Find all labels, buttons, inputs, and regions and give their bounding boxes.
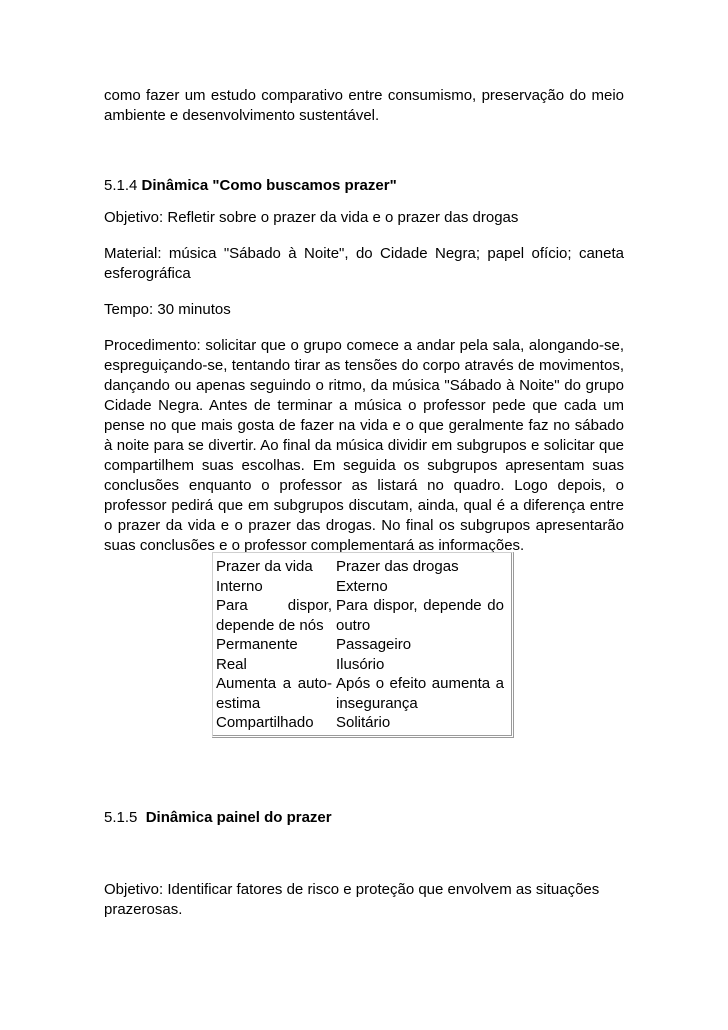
objetivo-515-paragraph: Objetivo: Identificar fatores de risco e proteção que envolvem as situações prazerosas. <box>104 881 600 918</box>
section-5-1-4-heading <box>104 176 624 196</box>
table-cell: Externo <box>336 577 388 595</box>
table-row <box>216 635 504 655</box>
table-cell: Solitário <box>336 714 391 731</box>
section-5-1-5-number: 5.1.5 <box>104 809 138 826</box>
table-cell: Para dispor, depende de nós <box>216 597 332 634</box>
table-cell: Passageiro <box>336 636 412 653</box>
table-row <box>216 596 504 635</box>
table-cell: Para dispor, depende do outro <box>336 597 504 634</box>
table-cell: Permanente <box>216 636 298 653</box>
material-paragraph: Material: música "Sábado à Noite", do Cidade Negra; papel ofício; caneta esferográfica <box>104 245 624 282</box>
table-cell: Prazer das drogas <box>336 558 459 575</box>
table-row <box>216 713 504 733</box>
section-5-1-4-title: Dinâmica "Como buscamos prazer" <box>141 177 397 194</box>
table-cell: Compartilhado <box>216 714 314 731</box>
section-5-1-5-title: Dinâmica painel do prazer <box>145 809 332 826</box>
table-cell: Aumenta a auto-estima <box>216 675 332 712</box>
section-5-1-5-heading <box>104 808 624 828</box>
procedimento-paragraph: Procedimento: solicitar que o grupo comece a andar pela sala, alongando-se, espreguiçando-se, tentando tirar as tensões do corpo através de movimentos, dançando ou apenas seguindo o ritmo, da música "Sábado à Noite" do grupo Cidade Negra. Antes de terminar a música o professor pede que cada um pense no que mais gosta de fazer na vida e o que geralmente faz no sábado à noite para se divertir. Ao final da música dividir em subgrupos e solicitar que compartilhem suas escolhas. Em seguida os subgrupos apresentam suas conclusões enquanto o professor as listará no quadro. Logo depois, o professor pedirá que em subgrupos discutam, ainda, qual é a diferença entre o prazer da vida e o prazer das drogas. No final os subgrupos apresentarão suas conclusões e o professor complementará as informações. <box>104 337 624 554</box>
table-row <box>216 674 504 713</box>
table-row <box>216 577 504 597</box>
section-5-1-4-number: 5.1.4 <box>104 177 138 194</box>
table-cell: Interno <box>216 577 263 595</box>
tempo-paragraph: Tempo: 30 minutos <box>104 301 231 318</box>
table-cell: Prazer da vida <box>216 558 313 575</box>
table-cell: Após o efeito aumenta a insegurança <box>336 675 504 712</box>
table-row <box>216 557 504 577</box>
intro-paragraph: como fazer um estudo comparativo entre consumismo, preservação do meio ambiente e desenvolvimento sustentável. <box>104 87 624 124</box>
table-cell: Ilusório <box>336 655 385 673</box>
table-cell: Real <box>216 655 247 673</box>
comparison-table <box>216 557 504 733</box>
table-row <box>216 655 504 675</box>
objetivo-paragraph: Objetivo: Refletir sobre o prazer da vida e o prazer das drogas <box>104 209 519 226</box>
